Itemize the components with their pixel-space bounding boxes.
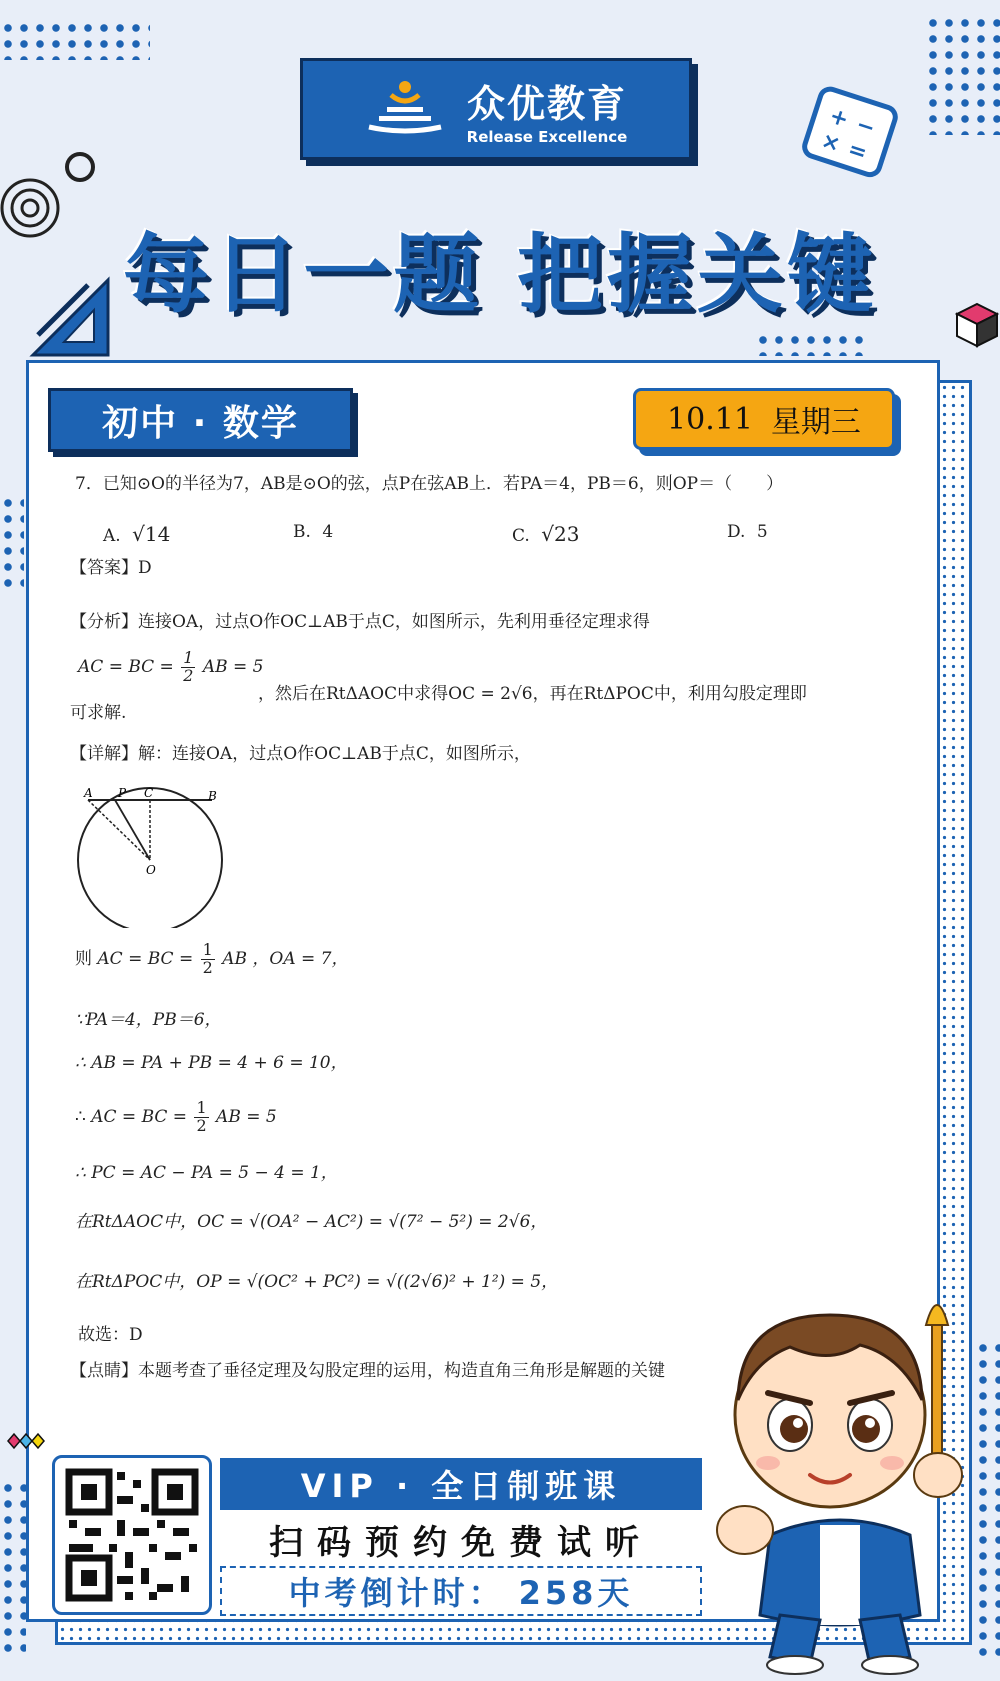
decor-dots-top-right: [925, 15, 1000, 135]
answer-line: 【答案】D: [70, 558, 152, 578]
option-b: [293, 522, 333, 543]
option-a-value: √14: [132, 522, 171, 546]
fraction-half: $\frac{1}{2}$: [183, 648, 194, 685]
svg-text:=: =: [844, 136, 871, 167]
option-c: [512, 522, 579, 547]
brand-name-en: Release Excellence: [466, 127, 628, 146]
svg-text:−: −: [852, 112, 879, 142]
step-1: 则 AC = BC = $\frac{1}{2}$ AB ，OA = 7，: [75, 940, 349, 977]
analysis-line-2: AC = BC = $\frac{1}{2}$ AB = 5: [78, 648, 264, 685]
step-5: ∴ PC = AC − PA = 5 − 4 = 1，: [75, 1163, 338, 1183]
decor-dots-bottom-left: [0, 1480, 26, 1660]
diagram-label-o: O: [146, 863, 156, 877]
detail-intro: 【详解】解：连接OA，过点O作OC⊥AB于点C，如图所示，: [70, 744, 531, 764]
brand-name-cn: 众优教育: [466, 81, 627, 126]
subject-tag: 初中 · 数学: [48, 388, 353, 452]
diagram-label-a: A: [84, 786, 93, 800]
mascot-boy-illustration: [700, 1285, 980, 1675]
diagram-label-c: C: [144, 786, 154, 800]
brand-logo-icon: [365, 79, 445, 139]
date-tag: [633, 388, 895, 450]
step-7: 在RtΔPOC中，OP = √(OC² + PC²) = √((2√6)² + 1²) = 5，: [75, 1272, 559, 1292]
option-d-value: 5: [756, 522, 768, 542]
option-d-label: D.: [727, 522, 746, 542]
step-3: ∴ AB = PA + PB = 4 + 6 = 10，: [75, 1053, 348, 1073]
date-text: 10.11: [667, 401, 753, 437]
gems-icon: [4, 1430, 48, 1452]
qr-code[interactable]: [52, 1455, 212, 1615]
option-c-value: √23: [541, 522, 580, 546]
trial-text: 扫码预约免费试听: [269, 1522, 653, 1563]
countdown-value: 258天: [518, 1574, 634, 1612]
countdown-label: 中考倒计时：: [288, 1574, 505, 1612]
svg-text:×: ×: [818, 128, 844, 158]
page-headline: 每日一题 把握关键: [123, 225, 877, 325]
decor-dots-top-left: [0, 20, 150, 60]
choice-line: 故选：D: [78, 1325, 143, 1345]
weekday-text: 星期三: [770, 405, 861, 440]
analysis-line-3: 可求解.: [70, 703, 127, 723]
decor-dots-left: [0, 495, 24, 595]
option-b-value: 4: [322, 522, 334, 542]
circle-diagram: [70, 780, 230, 928]
step-4: ∴ AC = BC = $\frac{1}{2}$ AB = 5: [75, 1098, 277, 1135]
calculator-icon: [795, 85, 905, 185]
exam-countdown: [220, 1566, 702, 1616]
diagram-label-p: P: [118, 786, 127, 800]
option-b-label: B.: [293, 522, 311, 542]
decor-dots-mid-right: [755, 332, 865, 356]
analysis-line-1: 【分析】连接OA，过点O作OC⊥AB于点C，如图所示，先利用垂径定理求得: [70, 612, 650, 632]
option-a-label: A.: [103, 526, 121, 546]
diagram-label-b: B: [208, 789, 217, 803]
option-d: [727, 522, 768, 543]
comment-line: 【点睛】本题考查了垂径定理及勾股定理的运用，构造直角三角形是解题的关键: [70, 1361, 665, 1381]
qr-code-icon: [55, 1458, 209, 1612]
option-a: [103, 522, 170, 547]
step-2: ∵PA＝4，PB＝6，: [75, 1010, 222, 1030]
question-stem: 7．已知⊙O的半径为7，AB是⊙O的弦，点P在弦AB上．若PA＝4，PB＝6，则OP＝（ ）: [75, 474, 784, 494]
brand-logo-box: [300, 58, 692, 160]
option-c-label: C.: [512, 526, 530, 546]
vip-banner: VIP · 全日制班课: [220, 1458, 702, 1510]
svg-text:+: +: [826, 103, 852, 133]
analysis-line-2-rest: ，然后在RtΔAOC中求得OC = 2√6，再在RtΔPOC中，利用勾股定理即: [258, 684, 807, 704]
step-6: 在RtΔAOC中，OC = √(OA² − AC²) = √(7² − 5²) = 2√6，: [75, 1212, 548, 1232]
